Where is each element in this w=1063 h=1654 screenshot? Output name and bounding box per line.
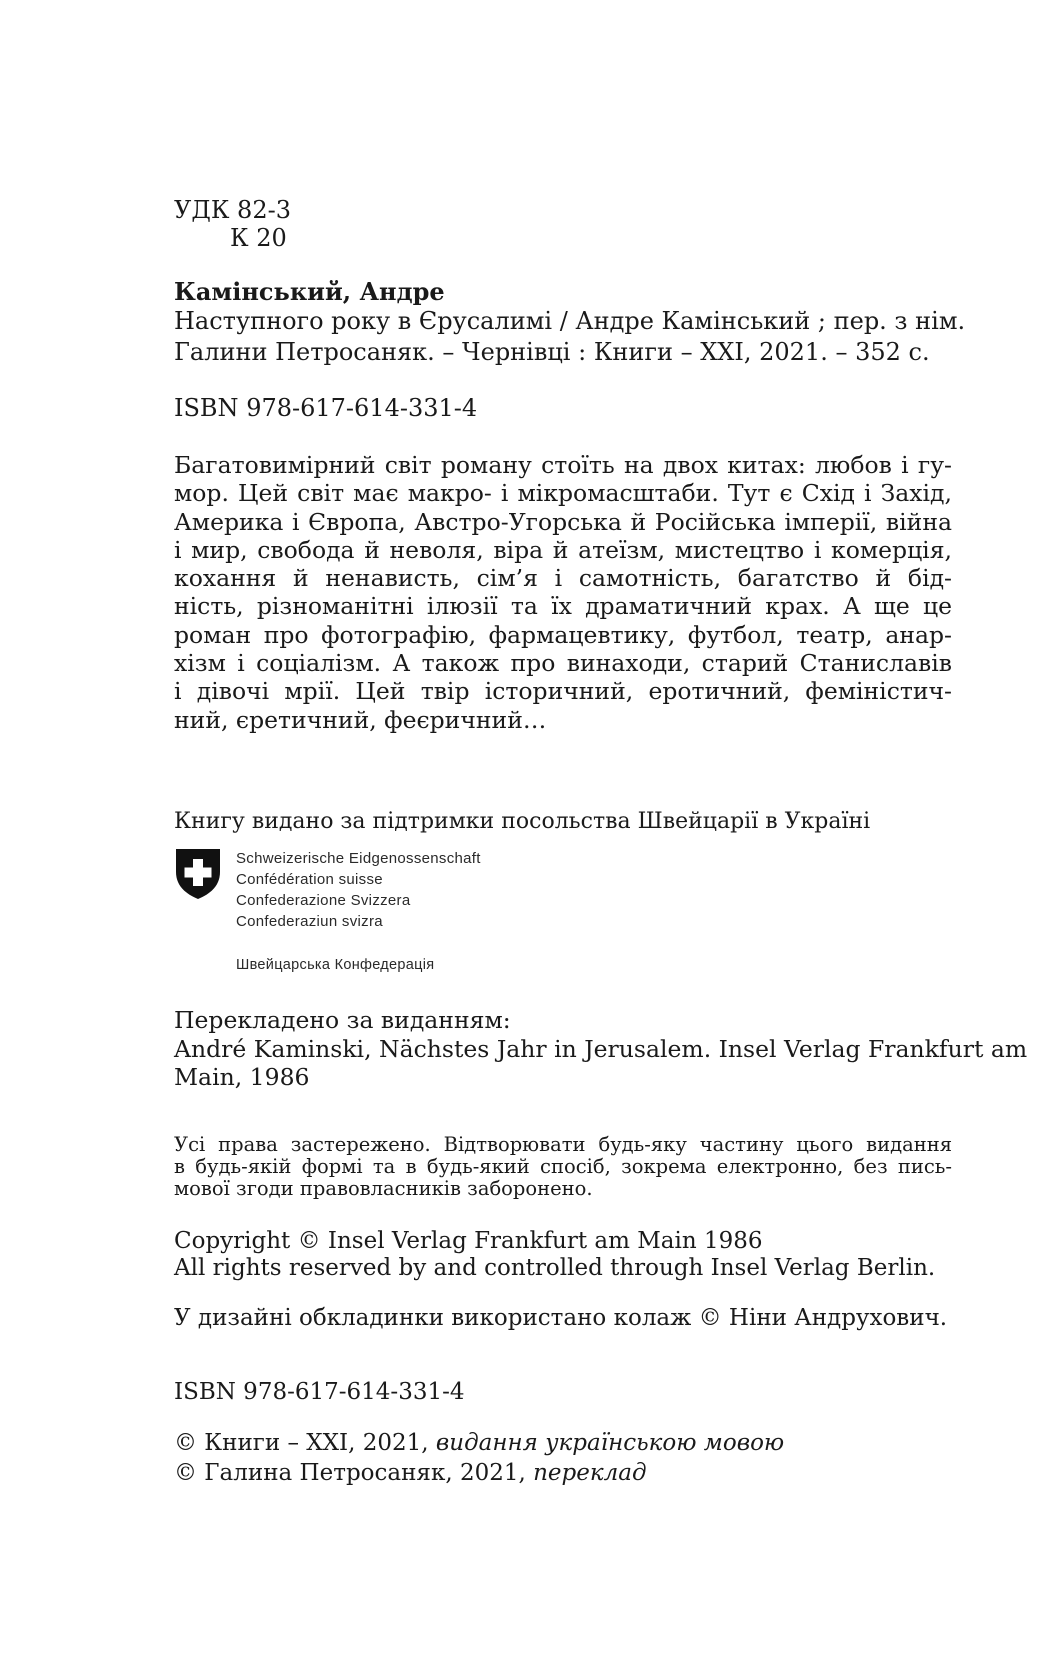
- udk-block: [174, 196, 291, 252]
- annotation-line: і дівочі мрії. Цей твір історичний, еротичний, феміністич-: [174, 677, 952, 706]
- support-note: Книгу видано за підтримки посольства Швейцарії в Україні: [174, 809, 871, 834]
- publisher-copyright-text: © Книги – ХХІ, 2021,: [174, 1430, 429, 1456]
- copyright-line: All rights reserved by and controlled through Insel Verlag Berlin.: [174, 1255, 936, 1281]
- annotation: [174, 451, 952, 734]
- bib-line: Наступного року в Єрусалимі / Андре Камінський ; пер. з нім.: [174, 307, 966, 335]
- isbn-bottom: ISBN 978-617-614-331-4: [174, 1379, 465, 1405]
- bibliographic-description: [174, 306, 966, 368]
- translation-line: André Kaminski, Nächstes Jahr in Jerusalem. Insel Verlag Frankfurt am: [174, 1034, 1028, 1063]
- udk-code: УДК 82-3: [174, 196, 291, 224]
- publisher-copyright-line: [174, 1428, 784, 1458]
- publisher-copyright-text: © Галина Петросаняк, 2021,: [174, 1460, 526, 1486]
- annotation-line: Америка і Європа, Австро-Угорська й Російська імперії, війна: [174, 507, 952, 536]
- rights-line: мової згоди правовласників заборонено.: [174, 1177, 593, 1200]
- translation-source: [174, 1006, 1028, 1092]
- copyright-block: [174, 1228, 935, 1282]
- confederation-name: Confederazione Svizzera: [236, 892, 411, 909]
- annotation-line: ність, різноманітні ілюзії та їх драматичний крах. А ще це: [174, 592, 952, 621]
- publisher-copyright-line: [174, 1458, 784, 1488]
- copyright-line: Copyright © Insel Verlag Frankfurt am Main 1986: [174, 1228, 763, 1254]
- rights-line: в будь-якій формі та в будь-який спосіб, зокрема електронно, без пись-: [174, 1155, 952, 1178]
- confederation-name: Confédération suisse: [236, 871, 383, 888]
- isbn-record: ISBN 978-617-614-331-4: [174, 394, 478, 422]
- rights-notice: [174, 1134, 952, 1200]
- confederation-name: Schweizerische Eidgenossenschaft: [236, 850, 481, 867]
- cover-design-credit: У дизайні обкладинки використано колаж © Ніни Андрухович.: [174, 1305, 948, 1331]
- annotation-line: роман про фотографію, фармацевтику, футбол, театр, анар-: [174, 620, 952, 649]
- annotation-line: Багатовимірний світ роману стоїть на двох китах: любов і гу-: [174, 451, 952, 479]
- publisher-copyright-note: переклад: [533, 1460, 647, 1486]
- author-mark: К 20: [230, 224, 287, 252]
- confederation-name-ua: Швейцарська Конфедерація: [236, 957, 435, 973]
- annotation-line: мор. Цей світ має макро- і мікромасштаби. Тут є Схід і Захід,: [174, 479, 952, 508]
- publisher-copyrights: [174, 1428, 784, 1488]
- confederation-name: Confederaziun svizra: [236, 913, 383, 930]
- publisher-copyright-note: видання українською мовою: [435, 1430, 785, 1456]
- annotation-line: хізм і соціалізм. А також про винаходи, старий Станиславів: [174, 649, 952, 678]
- swiss-shield-icon: [174, 848, 222, 900]
- rights-line: Усі права застережено. Відтворювати будь-яку частину цього видання: [174, 1133, 952, 1156]
- author-name: Камінський, Андре: [174, 277, 445, 306]
- bib-line: Галини Петросаняк. – Чернівці : Книги – ХХІ, 2021. – 352 с.: [174, 338, 930, 366]
- translation-line: Main, 1986: [174, 1063, 310, 1091]
- annotation-line: кохання й ненависть, сім’я і самотність, багатство й бід-: [174, 564, 952, 593]
- confederation-names: [236, 848, 481, 932]
- annotation-line: ний, єретичний, феєричний…: [174, 705, 547, 734]
- annotation-line: і мир, свобода й неволя, віра й атеїзм, мистецтво і комерція,: [174, 535, 952, 564]
- translation-heading: Перекладено за виданням:: [174, 1006, 511, 1034]
